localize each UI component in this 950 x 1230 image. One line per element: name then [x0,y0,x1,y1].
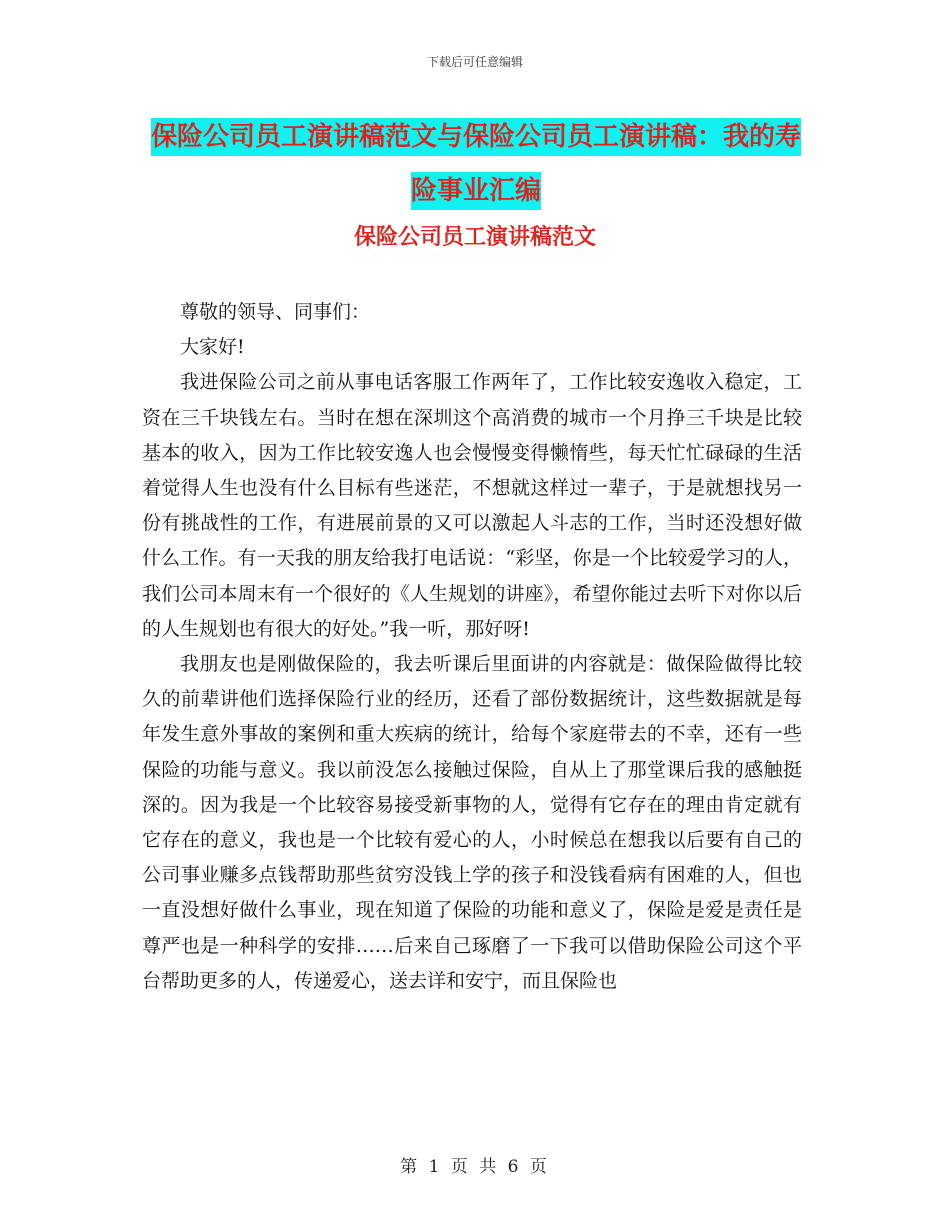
document-title-text: 保险公司员工演讲稿范文与保险公司员工演讲稿：我的寿险事业汇编 [151,118,801,210]
paragraph-body: 我进保险公司之前从事电话客服工作两年了，工作比较安逸收入稳定，工资在三千块钱左右。当时在想在深圳这个高消费的城市一个月挣三千块是比较基本的收入，因为工作比较安逸人也会慢慢变得懒惰些，每天忙忙碌碌的生活着觉得人生也没有什么目标有些迷茫，不想就这样过一辈子，于是就想找另一份有挑战性的工作，有进展前景的又可以激起人斗志的工作，当时还没想好做什么工作。有一天我的朋友给我打电话说：“彩坚，你是一个比较爱学习的人，我们公司本周末有一个很好的《人生规划的讲座》，希望你能过去听下对你以后的人生规划也有很大的好处。”我一听，那好呀! [142,371,802,640]
document-title [140,110,812,218]
section-title: 保险公司员工演讲稿范文 [353,225,596,250]
header-note: 下载后可任意编辑 [426,55,523,69]
paragraph-body: 我朋友也是刚做保险的，我去听课后里面讲的内容就是：做保险做得比较久的前辈讲他们选择保险行业的经历，还看了部份数据统计，这些数据就是每年发生意外事故的案例和重大疾病的统计，给每个家庭带去的不幸，还有一些保险的功能与意义。我以前没怎么接触过保险，自从上了那堂课后我的感触挺深的。因为我是一个比较容易接受新事物的人，觉得有它存在的理由肯定就有它存在的意义，我也是一个比较有爱心的人，小时候总在想我以后要有自己的公司事业赚多点钱帮助那些贫穷没钱上学的孩子和没钱看病有困难的人，但也一直没想好做什么事业，现在知道了保险的功能和意义了，保险是爱是责任是尊严也是一种科学的安排……后来自己琢磨了一下我可以借助保险公司这个平台帮助更多的人，传递爱心，送去详和安宁，而且保险也 [142,653,802,992]
body-text [142,295,802,999]
paragraph-salutation: 尊敬的领导、同事们： [180,301,371,323]
paragraph-greeting: 大家好! [180,336,245,359]
page-number: 第 1 页 共 6 页 [400,1157,550,1177]
